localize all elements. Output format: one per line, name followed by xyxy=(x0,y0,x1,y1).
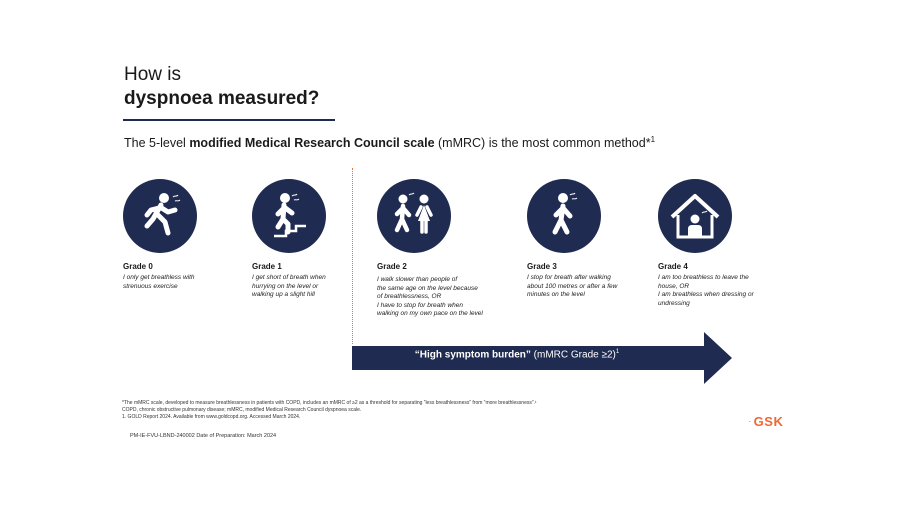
grade-3-description: I stop for breath after walking about 100 metres or after a few minutes on the level xyxy=(527,274,618,298)
grade-3-label: Grade 3 xyxy=(527,262,557,271)
title-underline xyxy=(123,119,335,121)
footnote-mmrc: *The mMRC scale, developed to measure breathlessness in patients with COPD, includes an mMRC of ≥2 as a threshold for separating “less breathlessness” from “more breathlessness”.¹ xyxy=(122,400,537,406)
footnote-reference: 1. GOLD Report 2024. Available from www.goldcopd.org. Accessed March 2024. xyxy=(122,414,301,420)
grade-4-label: Grade 4 xyxy=(658,262,688,271)
grade-2-description: I walk slower than people of the same age on the level because of breathlessness, OR I have to stop for breath when walking on my own pace on the level xyxy=(377,276,483,317)
subtitle-pre: The 5-level xyxy=(124,136,190,151)
person-climbing-stairs-icon xyxy=(252,179,326,253)
grade-4-description: I am too breathless to leave the house, OR I am breathless when dressing or undressing xyxy=(658,274,754,307)
pm-code: PM-IE-FVU-LBND-240002 Date of Preparation: March 2024 xyxy=(130,433,277,439)
title-line-2: dyspnoea measured? xyxy=(124,88,320,109)
grade-2-label: Grade 2 xyxy=(377,262,407,271)
arrow-label xyxy=(352,349,682,360)
person-in-house-icon xyxy=(658,179,732,253)
arrow-label-normal: (mMRC Grade ≥2) xyxy=(530,349,616,361)
arrow-label-bold: “High symptom burden” xyxy=(414,349,531,361)
title-line-1: How is xyxy=(124,64,182,85)
gsk-logo: · GSK xyxy=(749,414,784,429)
grade-0-label: Grade 0 xyxy=(123,262,153,271)
walking-person-icon xyxy=(527,179,601,253)
subtitle xyxy=(124,135,655,150)
grade-0-description: I only get breathless with strenuous exercise xyxy=(123,274,195,290)
grade-1-description: I get short of breath when hurrying on the level or walking up a slight hill xyxy=(252,274,326,298)
subtitle-post: (mMRC) is the most common method* xyxy=(434,136,651,151)
running-person-icon xyxy=(123,179,197,253)
arrow-label-sup: 1 xyxy=(615,349,620,355)
subtitle-sup: 1 xyxy=(650,135,656,144)
footnote-abbreviations: COPD, chronic obstructive pulmonary disease; mMRC, modified Medical Research Council dyspnoea scale. xyxy=(122,407,362,413)
grade-1-label: Grade 1 xyxy=(252,262,282,271)
subtitle-bold: modified Medical Research Council scale xyxy=(189,136,435,151)
threshold-divider xyxy=(352,168,353,344)
walking-couple-icon xyxy=(377,179,451,253)
